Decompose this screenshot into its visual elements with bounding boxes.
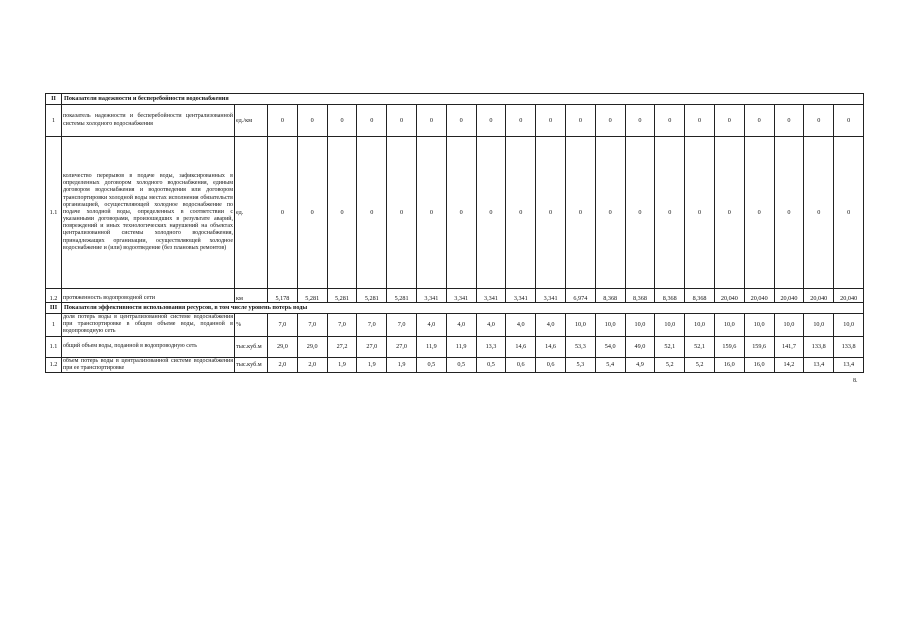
value-cell: 13,4 [834, 357, 864, 372]
value-cell: 0,5 [416, 357, 446, 372]
value-cell: 0 [506, 137, 536, 289]
value-cell: 10,0 [774, 314, 804, 337]
page-number: 8. [853, 378, 858, 384]
unit-cell: тыс.куб.м [235, 357, 268, 372]
row-number: 1 [46, 105, 62, 137]
value-cell: 0 [357, 137, 387, 289]
value-cell: 0 [714, 137, 744, 289]
value-cell: 0 [655, 105, 685, 137]
value-cell: 5,281 [357, 289, 387, 303]
value-cell: 0 [595, 137, 625, 289]
value-cell: 10,0 [804, 314, 834, 337]
section-title: Показатели надежности и бесперебойности водоснабжения [62, 94, 864, 105]
value-cell: 5,2 [685, 357, 715, 372]
value-cell: 1,9 [387, 357, 417, 372]
value-cell: 0 [714, 105, 744, 137]
value-cell: 2,0 [268, 357, 298, 372]
value-cell: 27,2 [327, 336, 357, 357]
indicator-description: общий объем воды, поданной в водопроводную сеть [62, 336, 235, 357]
value-cell: 10,0 [714, 314, 744, 337]
value-cell: 0 [446, 105, 476, 137]
value-cell: 0 [744, 105, 774, 137]
value-cell: 29,0 [268, 336, 298, 357]
value-cell: 5,281 [297, 289, 327, 303]
value-cell: 1,9 [357, 357, 387, 372]
unit-cell: тыс.куб.м [235, 336, 268, 357]
value-cell: 16,0 [744, 357, 774, 372]
value-cell: 11,9 [446, 336, 476, 357]
value-cell: 5,281 [327, 289, 357, 303]
value-cell: 10,0 [595, 314, 625, 337]
value-cell: 0 [446, 137, 476, 289]
value-cell: 0 [416, 137, 446, 289]
value-cell: 27,0 [387, 336, 417, 357]
section-number: II [46, 94, 62, 105]
value-cell: 10,0 [565, 314, 595, 337]
value-cell: 0 [297, 105, 327, 137]
value-cell: 0 [625, 105, 655, 137]
value-cell: 3,341 [446, 289, 476, 303]
value-cell: 27,0 [357, 336, 387, 357]
value-cell: 8,368 [625, 289, 655, 303]
indicators-table [45, 93, 864, 373]
value-cell: 0 [536, 137, 566, 289]
value-cell: 0 [268, 105, 298, 137]
value-cell: 10,0 [625, 314, 655, 337]
row-number: 1 [46, 314, 62, 337]
value-cell: 0 [685, 105, 715, 137]
value-cell: 8,368 [655, 289, 685, 303]
indicator-description: количество перерывов в подаче воды, зафиксированных в определенных договором холодного водоснабжения, единым договором водоснабжения и водоотведения или договором транспортировки холодной воды местах исполнения обязательств организацией, осуществляющей холодное водоснабжение по подаче холодной воды, определенных в соответствии с указанными договорами, произошедших в результате аварий, повреждений и иных технологических нарушений на объектах централизованной системы холодного водоснабжения, принадлежащих организации, осуществляющей холодное водоснабжение и (или) водоотведение (без плановых ремонтов) [62, 137, 235, 289]
value-cell: 5,178 [268, 289, 298, 303]
unit-cell: ед./км [235, 105, 268, 137]
value-cell: 10,0 [685, 314, 715, 337]
section-header [46, 94, 864, 105]
value-cell: 0 [565, 105, 595, 137]
row-number: 1.2 [46, 289, 62, 303]
value-cell: 49,0 [625, 336, 655, 357]
value-cell: 0 [327, 105, 357, 137]
value-cell: 7,0 [387, 314, 417, 337]
value-cell: 10,0 [744, 314, 774, 337]
value-cell: 3,341 [536, 289, 566, 303]
value-cell: 0 [506, 105, 536, 137]
unit-cell: % [235, 314, 268, 337]
section-title: Показатели эффективности использования ресурсов, в том числе уровень потерь воды [62, 303, 864, 314]
value-cell: 4,0 [416, 314, 446, 337]
value-cell: 141,7 [774, 336, 804, 357]
value-cell: 0,6 [506, 357, 536, 372]
value-cell: 0 [774, 105, 804, 137]
value-cell: 0 [625, 137, 655, 289]
row-number: 1.1 [46, 137, 62, 289]
table-row [46, 314, 864, 337]
value-cell: 5,4 [595, 357, 625, 372]
value-cell: 20,040 [774, 289, 804, 303]
value-cell: 20,040 [804, 289, 834, 303]
unit-cell: км [235, 289, 268, 303]
value-cell: 7,0 [327, 314, 357, 337]
value-cell: 4,0 [506, 314, 536, 337]
value-cell: 8,368 [685, 289, 715, 303]
value-cell: 0 [387, 105, 417, 137]
value-cell: 0 [297, 137, 327, 289]
value-cell: 159,6 [744, 336, 774, 357]
indicator-description: протяженность водопроводной сети [62, 289, 235, 303]
value-cell: 2,0 [297, 357, 327, 372]
value-cell: 5,3 [565, 357, 595, 372]
value-cell: 14,2 [774, 357, 804, 372]
value-cell: 7,0 [357, 314, 387, 337]
value-cell: 0 [774, 137, 804, 289]
value-cell: 0 [536, 105, 566, 137]
indicator-description: показатель надежности и бесперебойности централизованной системы холодного водоснабжения [62, 105, 235, 137]
value-cell: 7,0 [268, 314, 298, 337]
value-cell: 4,0 [476, 314, 506, 337]
value-cell: 53,3 [565, 336, 595, 357]
indicator-description: объем потерь воды в централизованной системе водоснабжения при ее транспортировке [63, 357, 233, 371]
value-cell: 3,341 [476, 289, 506, 303]
value-cell: 133,8 [804, 336, 834, 357]
value-cell: 20,040 [744, 289, 774, 303]
value-cell: 29,0 [297, 336, 327, 357]
value-cell: 0 [357, 105, 387, 137]
value-cell: 0 [804, 137, 834, 289]
table-row [46, 289, 864, 303]
value-cell: 0 [476, 137, 506, 289]
value-cell: 11,9 [416, 336, 446, 357]
value-cell: 0,6 [536, 357, 566, 372]
row-number: 1.1 [46, 336, 62, 357]
value-cell: 3,341 [416, 289, 446, 303]
value-cell: 0 [416, 105, 446, 137]
value-cell: 0 [834, 137, 864, 289]
value-cell: 0 [387, 137, 417, 289]
table-row [46, 105, 864, 137]
value-cell: 14,6 [506, 336, 536, 357]
value-cell: 0 [595, 105, 625, 137]
value-cell: 0 [655, 137, 685, 289]
value-cell: 5,2 [655, 357, 685, 372]
row-number: 1.2 [46, 357, 62, 372]
value-cell: 0 [476, 105, 506, 137]
value-cell: 14,6 [536, 336, 566, 357]
value-cell: 159,6 [714, 336, 744, 357]
value-cell: 52,1 [655, 336, 685, 357]
section-header [46, 303, 864, 314]
value-cell: 4,9 [625, 357, 655, 372]
value-cell: 20,040 [834, 289, 864, 303]
value-cell: 20,040 [714, 289, 744, 303]
value-cell: 8,368 [595, 289, 625, 303]
value-cell: 10,0 [834, 314, 864, 337]
value-cell: 13,4 [804, 357, 834, 372]
value-cell: 13,3 [476, 336, 506, 357]
value-cell: 16,0 [714, 357, 744, 372]
value-cell: 0 [268, 137, 298, 289]
value-cell: 1,9 [327, 357, 357, 372]
value-cell: 0 [565, 137, 595, 289]
value-cell: 10,0 [655, 314, 685, 337]
unit-cell: ед. [235, 137, 268, 289]
value-cell: 0 [744, 137, 774, 289]
value-cell: 54,0 [595, 336, 625, 357]
value-cell: 5,281 [387, 289, 417, 303]
table-row [46, 336, 864, 357]
value-cell: 0,5 [446, 357, 476, 372]
value-cell: 0 [685, 137, 715, 289]
value-cell: 7,0 [297, 314, 327, 337]
value-cell: 4,0 [446, 314, 476, 337]
value-cell: 52,1 [685, 336, 715, 357]
value-cell: 4,0 [536, 314, 566, 337]
value-cell: 0 [834, 105, 864, 137]
section-number: III [46, 303, 62, 314]
table-row [46, 137, 864, 289]
value-cell: 133,8 [834, 336, 864, 357]
value-cell: 3,341 [506, 289, 536, 303]
value-cell: 0 [327, 137, 357, 289]
value-cell: 0,5 [476, 357, 506, 372]
indicator-description: доля потерь воды в централизованной системе водоснабжения при транспортировке в общем объеме воды, поданной в водопроводную сеть [63, 314, 233, 335]
value-cell: 0 [804, 105, 834, 137]
table-row [46, 357, 864, 372]
value-cell: 6,974 [565, 289, 595, 303]
